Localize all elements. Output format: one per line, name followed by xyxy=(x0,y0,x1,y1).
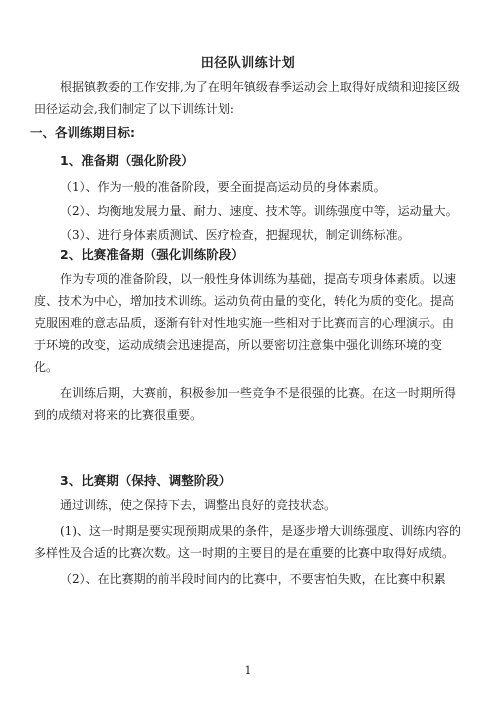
list-item: (1)、这一时期是要实现预期成果的条件，是逐步增大训练强度、训练内容的多样性及合适的比赛次数。这一时期的主要目的是在重要的比赛中取得好成绩。 xyxy=(34,524,462,560)
subsection-3-paragraph-1: 通过训练，使之保持下去，调整出良好的竞技状态。 xyxy=(60,498,337,512)
subsection-2-paragraph-1: 作为专项的准备阶段，以一般性身体训练为基础，提高专项身体素质。以速度、技术为中心，增加技术训练。运动负荷由量的变化，转化为质的变化。提高克服困难的意志品质，逐渐有针对性地实施一些相对于比赛而言的心理演示。由于环境的改变，运动成绩会迅速提高，所以要密切注意集中强化训练环境的变化。 xyxy=(34,272,457,374)
page-title: 田径队训练计划 xyxy=(200,56,296,71)
subsection-2-body xyxy=(34,268,462,426)
list-item: （3）、进行身体素质测试、医疗检查，把握现状，制定训练标准。 xyxy=(60,228,410,242)
list-item: （2）、均衡地发展力量、耐力、速度、技术等。训练强度中等，运动量大。 xyxy=(60,204,458,218)
section-heading xyxy=(30,122,458,144)
subsection-1-title: 1、准备期（强化阶段） xyxy=(60,153,194,168)
page-number: 1 xyxy=(244,664,252,677)
section-1-title: 一、各训练期目标: xyxy=(30,125,135,140)
subsection-1-list xyxy=(60,176,480,246)
list-item: （1）、作为一般的准备阶段，要全面提高运动员的身体素质。 xyxy=(60,180,386,194)
intro-text: 根据镇教委的工作安排,为了在明年镇级春季运动会上取得好成绩和迎接区级田径运动会,我们制定了以下训练计划: xyxy=(34,80,460,116)
subsection-2-paragraph-2: 在训练后期，大赛前，积极参加一些竞争不是很强的比赛。在这一时期所得到的成绩对将来的比赛很重要。 xyxy=(34,386,457,422)
subsection-1-heading xyxy=(60,150,462,172)
subsection-2-title: 2、比赛准备期（强化训练阶段） xyxy=(60,247,244,262)
subsection-3-title: 3、比赛期（保持、调整阶段） xyxy=(60,473,232,488)
list-item: （2）、在比赛期的前半段时间内的比赛中，不要害怕失败，在比赛中积累 xyxy=(60,572,446,586)
subsection-3-heading xyxy=(60,470,462,492)
intro-paragraph xyxy=(34,76,462,120)
subsection-3-body xyxy=(34,494,462,590)
subsection-2-heading xyxy=(60,244,462,266)
